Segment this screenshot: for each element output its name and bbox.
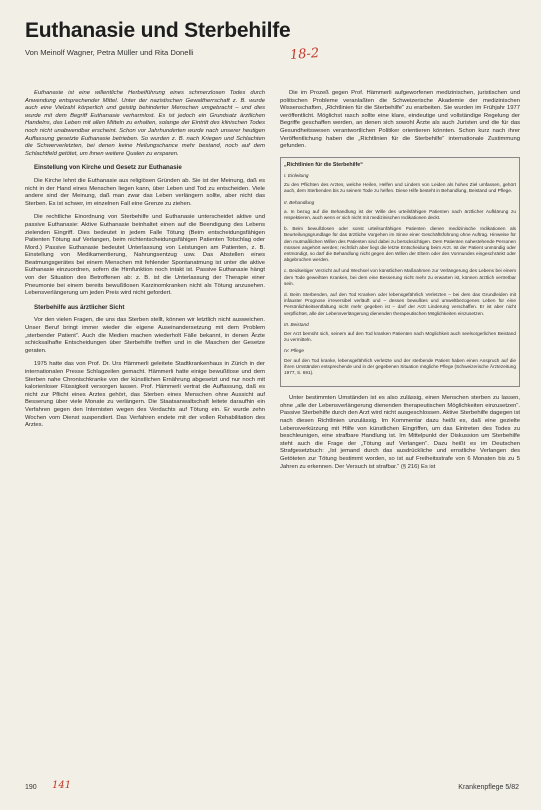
- left-column: [25, 90, 265, 436]
- paragraph: Die im Prozeß gegen Prof. Hämmerli aufgeworfenen medizinischen, juristischen und politischen Probleme veranlaßten die Schweizerische Akademie der medizinischen Wissenschaften, „Richtlinien für die Sterbehilfe“ zu erarbeiten. Sie wurden im Frühjahr 1977 veröffentlicht. Möglichst rasch sollte eine klare, eindeutige und vollständige Regelung der Begriffe geschaffen werden, an denen sich sowohl Ärzte als auch Juristen und die für das Gesundheitswesen verantwortlichen Politiker orientieren könnten. Schon kurz nach ihrer Veröffentlichung haben die „Richtlinien für die Sterbehilfe“ internationale Zustimmung gefunden.: [280, 90, 520, 150]
- article-authors: Von Meinolf Wagner, Petra Müller und Rita Donelli: [25, 48, 194, 57]
- box-paragraph: c. Beidseitiger Verzicht auf und Wechsel von künstlichen Maßnahmen zur Verlängerung des Lebens bei einem dem Tode geweihten Kranken, bei dem eine Besserung nicht mehr zu erwarten ist, können ärztlich vertretbar sein.: [284, 268, 516, 286]
- right-column: [280, 90, 520, 477]
- intro-paragraph: Euthanasie ist eine willentliche Herbeiführung eines schmerzlosen Todes durch Anwendung entsprechender Mittel. Unter der nazistischen Gewaltherrschaft z. B. wurde auch eine Vielzahl körperlich und geistig behinderter Menschen umgebracht – und dies wurde mit dem Begriff Euthanasie verharmlost. Es ist jedoch ein Grundsatz ärztlichen Handelns, das Leben mit allen Mitteln zu erhalten, solange der Eintritt des klinischen Todes noch nicht unabwendbar erscheint. Schon vor Jahrhunderten wurde nach unserer heutigen Auffassung gesetzte Euthanasie betrieben. So wurden z. B. nach Kriegen und Schlachten die Schwerverletzten, bei denen keine Heilungschance mehr bestand, noch auf dem Schlachtfeld getötet, um ihnen weitere Qualen zu ersparen.: [25, 90, 265, 157]
- handwritten-note-bottom: 141: [52, 780, 72, 791]
- guidelines-box: [280, 157, 520, 387]
- page-number: 190: [25, 784, 37, 791]
- handwritten-note-top: 18-2: [289, 45, 320, 64]
- box-paragraph: Zu den Pflichten des Arztes, welche Heilen, Helfen und Lindern von Leiden als hohes Ziel umfassen, gehört auch, dem Sterbenden bis zu seinem Tode zu helfen. Diese Hilfe besteht in Behandlung, Beistand und Pflege.: [284, 182, 516, 194]
- journal-footer: Krankenpflege 5/82: [458, 784, 519, 791]
- paragraph: 1975 hatte das von Prof. Dr. Urs Hämmerli geleitete Stadtkrankenhaus in Zürich in der internationalen Presse Schlagzeilen gemacht. Hämmerli hatte einige bewußtlose und dem Sterben nahe Chronischkranke von der künstlichen Ernährung abgesetzt und nur noch mit kalorienloser Flüssigkeit versorgen lassen. Prof. Hämmerli vertrat die Auffassung, daß es nicht zur Pflicht eines Arztes gehört, das Sterben eines Menschen ohne Aussicht auf Besserung über viele Monate zu verlängern. Die Staatsanwaltschaft leitete daraufhin ein Verfahren gegen den Internisten wegen des Verdachts auf Tötung ein. Er wurde zehn Wochen vom Dienst suspendiert. Das Verfahren endete mit der vollen Rehabilitation des Arztes.: [25, 361, 265, 429]
- box-paragraph: Der auf den Tod kranke, lebensgefährlich verletzte und der sterbende Patient haben einen Anspruch auf die ihren Umständen entsprechende und in der gegebenen Situation mögliche Pflege (Schweizerische Ärztezeitung 1977, S. 691).: [284, 357, 516, 376]
- section-heading-kirche: Einstellung von Kirche und Gesetz zur Euthanasie: [34, 164, 182, 172]
- box-paragraph: b. Beim bewußtlosen oder sonst urteilsunfähigen Patienten dienen medizinische Indikationen als Beurteilungsgrundlage für das ärztliche Vorgehen im Sinne einer Geschäftsführung ohne Auftrag. Hinweise für den mutmaßlichen Willen des Patienten sind dabei zu berücksichtigen. Dem Patienten nahestehende Personen müssen angehört werden; rechtlich aber liegt die letzte Entscheidung beim Arzt. Ist der Patient unmündig oder entmündigt, so darf die Behandlung nicht gegen den Willen der Eltern oder des Vormundes eingeschränkt oder abgebrochen werden.: [284, 226, 516, 263]
- box-section-heading: I. Einleitung: [284, 172, 309, 178]
- paragraph: Die rechtliche Einordnung von Sterbehilfe und Euthanasie unterscheidet aktive und passive Euthanasie: Aktive Euthanasie beinhaltet einen auf die Beendigung des Lebens zielenden Eingriff. Dies bedeutet in jedem Falle Tötung (Beim entscheidungsfähigen Patienten Tötung auf Verlangen, beim nichtentscheidungsfähigen Patienten Totschlag oder Mord.) Passive Euthanasie bedeutet Unterlassung von Leistungen am Patienten, z. B. Einstellung von Medikamentierung, Nahrungsentzug usw. Das Abstellen eines Beatmungsgerätes bei einem Menschen mit fehlender Spontanatmung ist unter die aktive Euthanasie einzuordnen, sofern die Hirnfunktion noch intakt ist. Passive Euthanasie hängt von der Situation des Betroffenen ab: z. B. ist die Unterlassung der Therapie einer Pneumonie bei einem bereits bewußtlosen Karzinomkranken nicht als Tötung anzusehen. Lebensverlängerung um jeden Preis wird nicht gefordert.: [25, 214, 265, 297]
- box-section-heading: III. Beistand: [284, 321, 309, 327]
- box-section-heading: IV. Pflege: [284, 348, 304, 354]
- article-title: Euthanasie und Sterbehilfe: [25, 19, 291, 42]
- paragraph: Die Kirche lehnt die Euthanasie aus religiösen Gründen ab. Sie ist der Meinung, daß es nicht in der Hand eines Menschen liegen kann, über Leben und Tod zu entscheiden. Viele andere sind der Meinung, daß man zwar das Leben verlängern sollte, aber nicht das Sterben. Es ist schwer, im einzelnen Fall eine Grenze zu ziehen.: [25, 177, 265, 207]
- box-section-heading: II. Behandlung: [284, 199, 315, 205]
- paragraph: Vor den vielen Fragen, die uns das Sterben stellt, können wir letztlich nicht ausweichen. Unser Beruf bringt immer wieder die eigene Auseinandersetzung mit dem Problem „sterbender Patient“. Auch die Medien machen wiederholt Fälle bekannt, in denen Ärzte schicksalhafte Entscheidungen über Sterbehilfe treffen und in die Maschen der Gesetze geraten.: [25, 317, 265, 354]
- box-paragraph: Der Arzt bemüht sich, seinem auf den Tod kranken Patienten nach Möglichkeit auch seelsorgerlichen Beistand zu vermitteln.: [284, 331, 516, 343]
- box-paragraph: d. Beim Sterbenden, auf den Tod Kranken oder lebensgefährlich Verletzten – bei dem das Grundleiden mit infauster Prognose irreversibel verläuft und – dessen bewußtes und umweltbezogenes Leben für eine Persönlichkeitsentfaltung nicht mehr gegeben ist – darf der Arzt Linderung verschaffen. Er ist aber nicht verpflichtet, alle der Lebensverlängerung dienenden therapeutischen Möglichkeiten einzusetzen.: [284, 292, 516, 316]
- box-title: „Richtlinien für die Sterbehilfe“: [284, 161, 363, 168]
- section-heading-sterbehilfe: Sterbehilfe aus ärztlicher Sicht: [34, 303, 125, 311]
- box-paragraph: a. In bezug auf die Behandlung ist der Wille des urteilsfähigen Patienten nach ärztlicher Aufklärung zu respektieren, auch wenn er sich nicht mit medizinischen Indikationen deckt.: [284, 208, 516, 220]
- paragraph: Unter bestimmten Umständen ist es also zulässig, einen Menschen sterben zu lassen, ohne „alle der Lebensverlängerung dienenden therapeutischen Möglichkeiten einzusetzen“. Passive Sterbehilfe durch den Arzt wird nicht ausgeschlossen. Aktive Sterbehilfe dagegen ist nach diesen Richtlinien unzulässig. Im Kommentar dazu heißt es, daß eine gezielte Lebensverkürzung mit Hilfe von künstlichen Eingriffen, um das Eintreten des Todes zu beschleunigen, eine strafbare Handlung ist. Im Mittelpunkt der Diskussion um Sterbehilfe steht auch die Frage der „Tötung auf Verlangen“. Dazu heißt es im Deutschen Strafgesetzbuch: „Ist jemand durch das ausdrückliche und ernstliche Verlangen des Getöteten zur Tötung bestimmt worden, so ist auf Freiheitsstrafe von 6 Monaten bis zu 5 Jahren zu erkennen. Der Versuch ist strafbar.“ (§ 216) Es ist: [280, 395, 520, 470]
